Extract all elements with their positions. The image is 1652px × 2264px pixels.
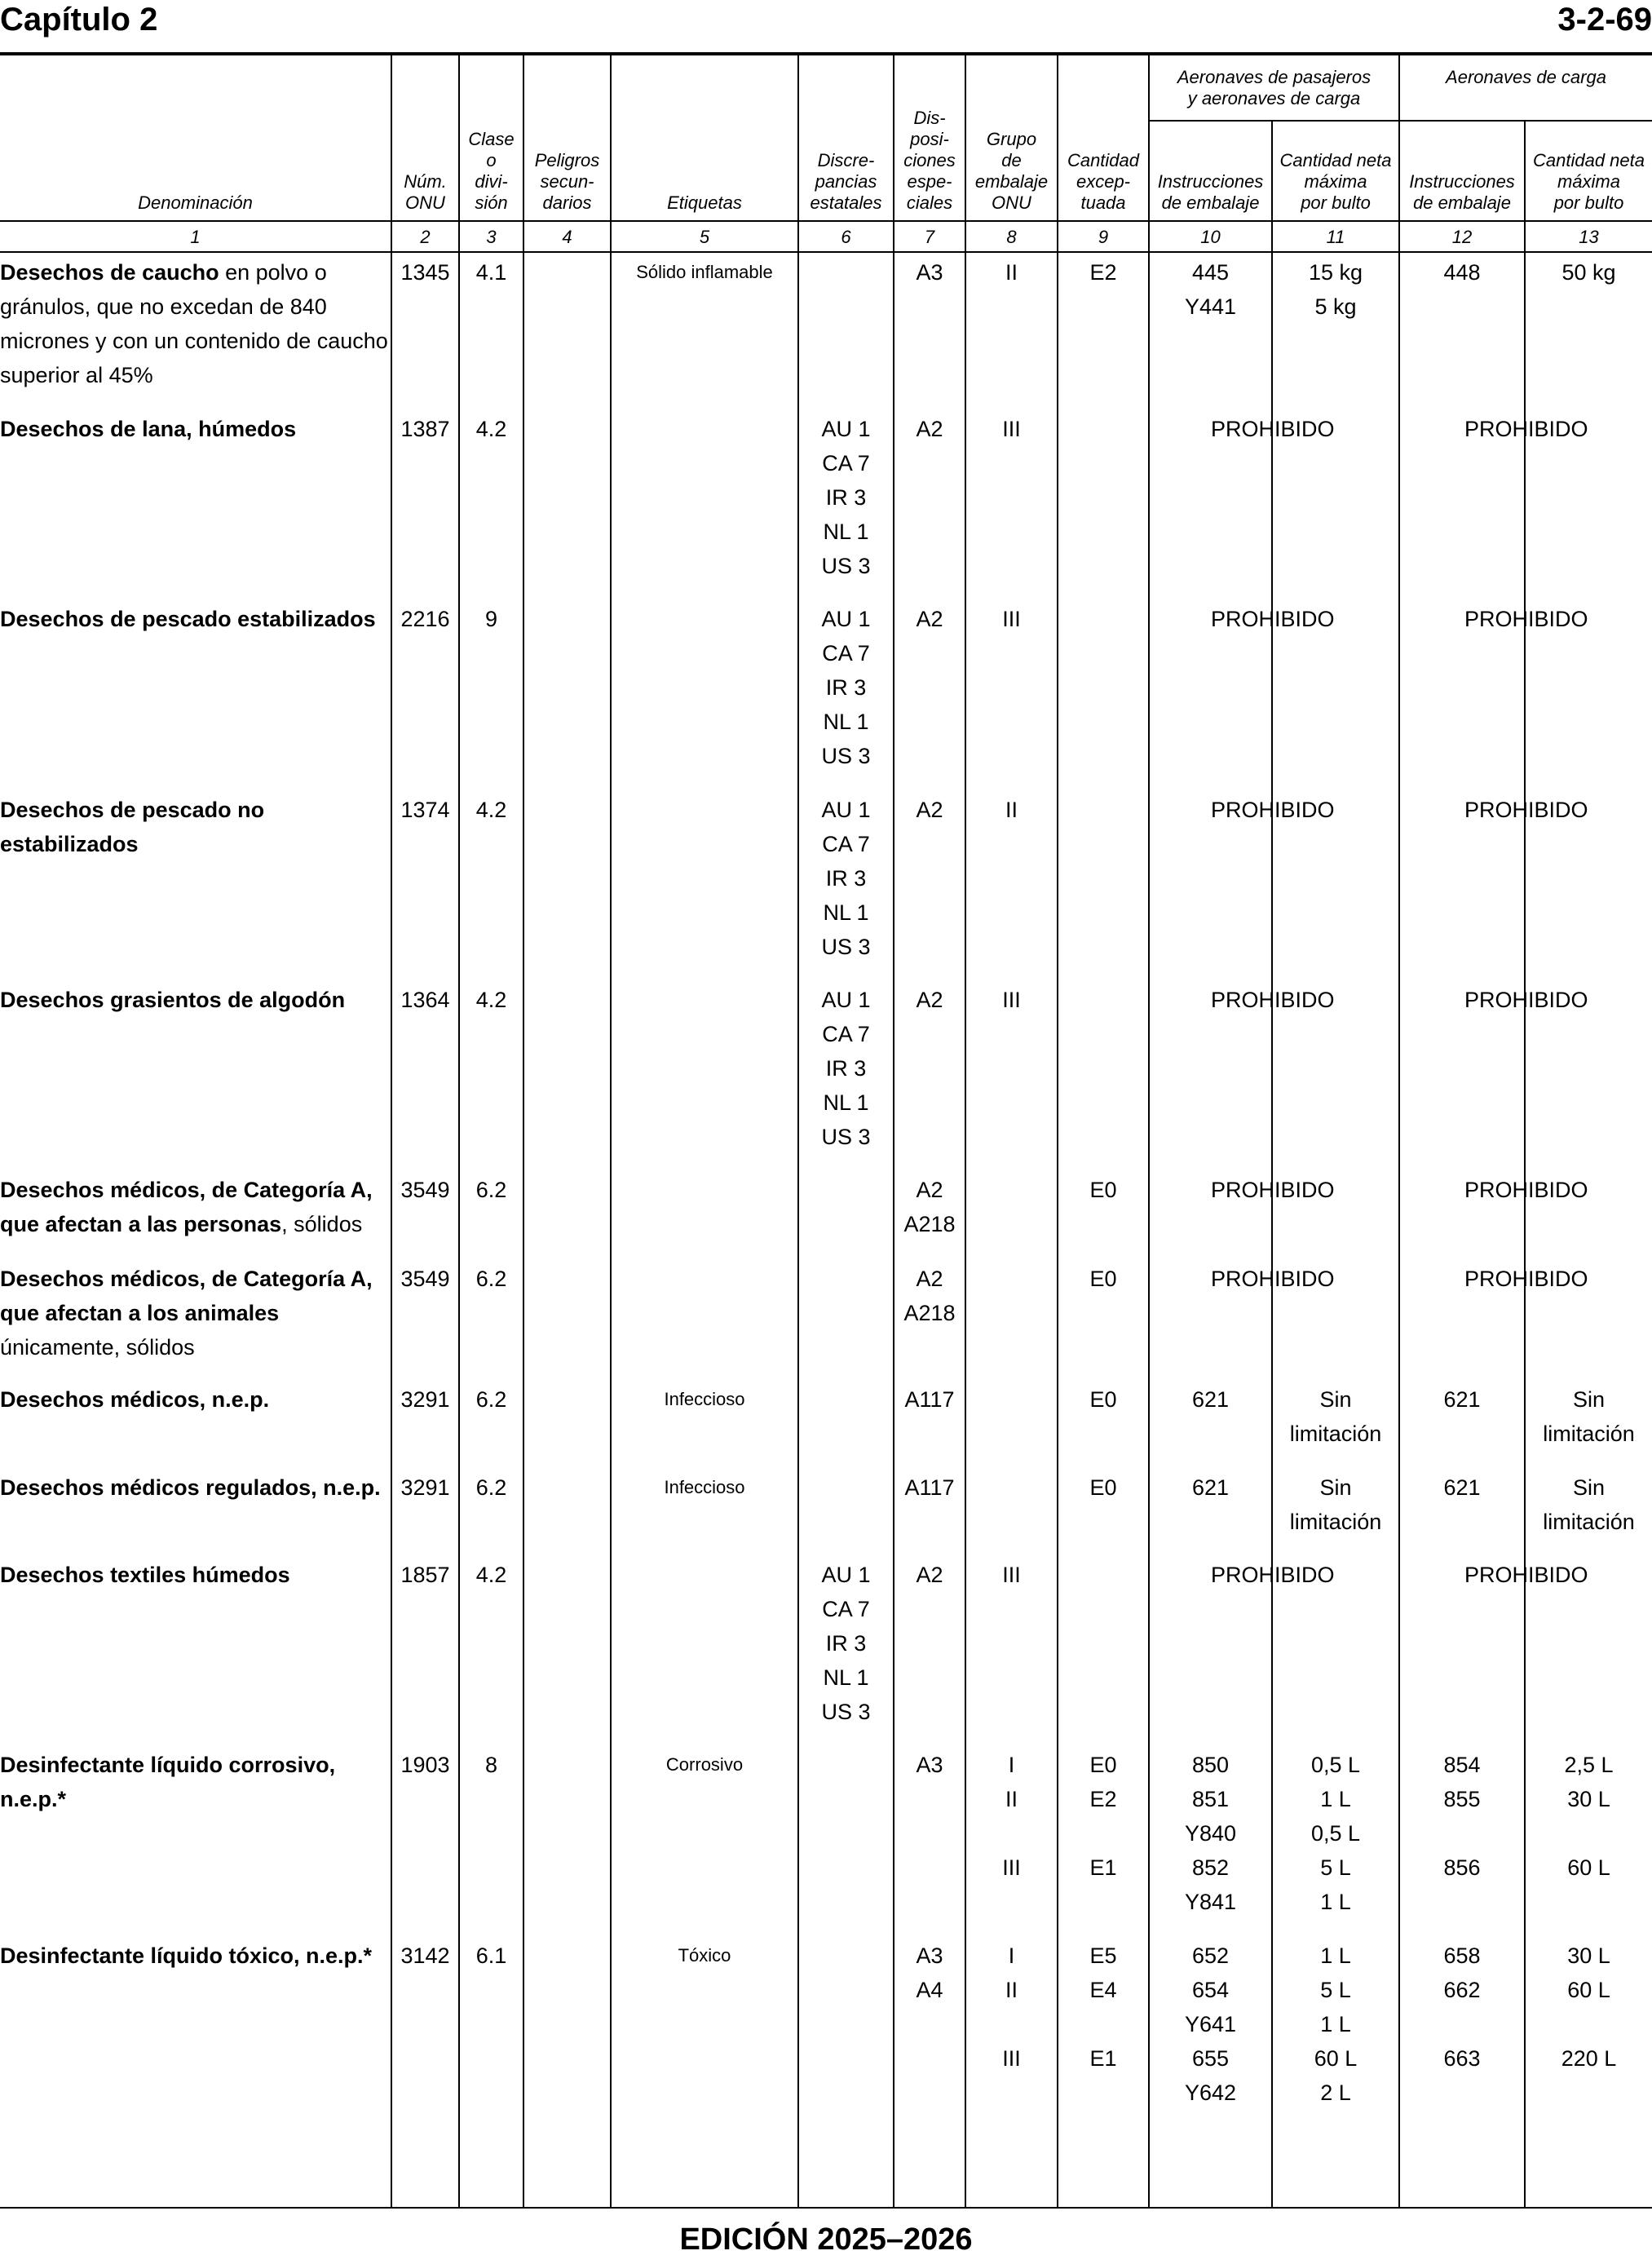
col-header-num-onu: Núm. ONU <box>404 171 447 213</box>
cell-un: 1374 <box>400 798 450 822</box>
col-number: 10 <box>1200 227 1221 247</box>
denomination-bold: Desinfectante líquido tóxico, n.e.p.* <box>0 1943 373 1968</box>
col-header-grupo-embalaje: Grupo de embalaje ONU <box>974 129 1049 213</box>
denomination-bold: Desechos grasientos de algodón <box>0 988 346 1012</box>
prohibited-label: PROHIBIDO <box>1211 607 1335 631</box>
cell-pg: III <box>1002 417 1021 441</box>
cell-pg: I II III <box>1002 1943 1021 2071</box>
cell-pg: II <box>1005 798 1018 822</box>
cell-qty-pax: Sin limitación <box>1289 1387 1382 1446</box>
cell-un: 3291 <box>400 1475 450 1500</box>
denomination-rest: en polvo o gránulos, que no excedan de 840 micrones y con un contenido de caucho superior al 45% <box>0 260 388 387</box>
cell-label: Infeccioso <box>664 1389 745 1409</box>
cell-pi-cargo: 621 <box>1443 1475 1481 1500</box>
cell-qty-cargo: 50 kg <box>1561 260 1616 285</box>
prohibited-label: PROHIBIDO <box>1464 1267 1588 1291</box>
prohibited-label: PROHIBIDO <box>1211 1563 1335 1587</box>
col-number: 13 <box>1579 227 1599 247</box>
cell-sp: A2 <box>916 988 943 1012</box>
denomination-cell <box>0 793 388 861</box>
col-number: 11 <box>1326 227 1345 247</box>
cell-un: 3549 <box>400 1267 450 1291</box>
col-number: 9 <box>1098 227 1109 247</box>
cell-sp: A2 <box>916 798 943 822</box>
cell-sp: A3 <box>916 1753 943 1777</box>
denomination-cell <box>0 255 388 392</box>
cell-pi-cargo: 854 855 856 <box>1443 1753 1481 1880</box>
cell-label: Infeccioso <box>664 1477 745 1497</box>
col-header-cantidad-pax: Cantidad neta máxima por bulto <box>1279 150 1392 213</box>
cell-cls: 6.2 <box>475 1387 507 1412</box>
cell-cls: 6.2 <box>475 1178 507 1202</box>
cell-pi-pax: 652 654 Y641 655 Y642 <box>1184 1943 1237 2105</box>
prohibited-label: PROHIBIDO <box>1211 1267 1335 1291</box>
cell-var: AU 1 CA 7 IR 3 NL 1 US 3 <box>821 988 871 1149</box>
cell-eq: E5 E4 E1 <box>1089 1943 1117 2071</box>
denomination-bold: Desechos médicos, n.e.p. <box>0 1387 270 1412</box>
denomination-rest: únicamente, sólidos <box>0 1335 195 1360</box>
cell-eq: E2 <box>1089 260 1117 285</box>
edition-footer: EDICIÓN 2025–2026 <box>679 2222 973 2257</box>
cell-sp: A2 A218 <box>903 1178 956 1236</box>
cell-qty-pax: 15 kg 5 kg <box>1308 260 1363 319</box>
denomination-bold: Desechos de lana, húmedos <box>0 417 297 441</box>
col-header-instrucciones-pax: Instrucciones de embalaje <box>1157 171 1264 213</box>
col-number: 6 <box>841 227 851 247</box>
col-number: 5 <box>699 227 710 247</box>
cell-cls: 9 <box>484 607 498 631</box>
cell-pi-pax: 850 851 Y840 852 Y841 <box>1184 1753 1237 1914</box>
prohibited-label: PROHIBIDO <box>1464 1178 1588 1202</box>
prohibited-label: PROHIBIDO <box>1464 417 1588 441</box>
cell-label: Sólido inflamable <box>636 262 773 282</box>
cell-cls: 6.1 <box>475 1943 507 1968</box>
col-header-etiquetas: Etiquetas <box>667 192 742 213</box>
prohibited-label: PROHIBIDO <box>1464 607 1588 631</box>
cell-eq: E0 <box>1089 1178 1117 1202</box>
denomination-bold: Desechos médicos regulados, n.e.p. <box>0 1475 381 1500</box>
col-number: 3 <box>486 227 497 247</box>
cell-pg: III <box>1002 607 1021 631</box>
cell-qty-pax: Sin limitación <box>1289 1475 1382 1534</box>
cell-pi-cargo: 621 <box>1443 1387 1481 1412</box>
col-header-clase: Clase o divi- sión <box>468 129 515 213</box>
cell-pi-cargo: 658 662 663 <box>1443 1943 1481 2071</box>
denomination-bold: Desechos de caucho <box>0 260 219 285</box>
cell-pi-pax: 445 Y441 <box>1184 260 1237 319</box>
cell-un: 1903 <box>400 1753 450 1777</box>
cell-label: Tóxico <box>678 1945 731 1966</box>
denomination-bold: Desechos de pescado estabilizados <box>0 607 376 631</box>
col-header-peligros: Peligros secun- darios <box>534 150 600 213</box>
denomination-bold: Desechos médicos, de Categoría A, que afectan a las personas <box>0 1178 373 1236</box>
chapter-title: Capítulo 2 <box>0 2 158 38</box>
denomination-bold: Desinfectante líquido corrosivo, n.e.p.* <box>0 1753 336 1811</box>
cell-qty-pax: 1 L 5 L 1 L 60 L 2 L <box>1314 1943 1358 2105</box>
cell-sp: A117 <box>904 1387 955 1412</box>
cell-sp: A3 <box>916 260 943 285</box>
denomination-cell <box>0 1382 388 1417</box>
denomination-cell <box>0 1262 388 1364</box>
cell-var: AU 1 CA 7 IR 3 NL 1 US 3 <box>821 798 871 959</box>
cell-sp: A2 <box>916 1563 943 1587</box>
col-number: 1 <box>190 227 201 247</box>
group-header-carga: Aeronaves de carga <box>1446 67 1606 87</box>
denomination-cell <box>0 412 388 446</box>
cell-cls: 6.2 <box>475 1475 507 1500</box>
cell-cls: 8 <box>484 1753 498 1777</box>
cell-sp: A117 <box>904 1475 955 1500</box>
denomination-bold: Desechos de pescado no estabilizados <box>0 798 265 856</box>
cell-qty-cargo: 30 L 60 L 220 L <box>1561 1943 1617 2071</box>
cell-cls: 4.1 <box>475 260 507 285</box>
prohibited-label: PROHIBIDO <box>1211 798 1335 822</box>
cell-var: AU 1 CA 7 IR 3 NL 1 US 3 <box>821 1563 871 1724</box>
cell-qty-cargo: Sin limitación <box>1543 1387 1635 1446</box>
cell-cls: 6.2 <box>475 1267 507 1291</box>
denomination-cell <box>0 1470 388 1505</box>
cell-un: 3549 <box>400 1178 450 1202</box>
cell-var: AU 1 CA 7 IR 3 NL 1 US 3 <box>821 417 871 578</box>
col-header-cantidad-exceptuada: Cantidad excep- tuada <box>1067 150 1140 213</box>
cell-un: 1387 <box>400 417 450 441</box>
denomination-rest: , sólidos <box>281 1212 363 1236</box>
cell-pi-cargo: 448 <box>1443 260 1481 285</box>
cell-qty-cargo: Sin limitación <box>1543 1475 1635 1534</box>
denomination-cell <box>0 1173 388 1241</box>
cell-eq: E0 <box>1089 1387 1117 1412</box>
cell-un: 3291 <box>400 1387 450 1412</box>
cell-sp: A2 A218 <box>903 1267 956 1325</box>
denomination-cell <box>0 1558 388 1592</box>
cell-eq: E0 <box>1089 1267 1117 1291</box>
cell-qty-cargo: 2,5 L 30 L 60 L <box>1564 1753 1614 1880</box>
cell-sp: A2 <box>916 607 943 631</box>
cell-cls: 4.2 <box>475 417 507 441</box>
denomination-cell <box>0 602 388 636</box>
cell-pg: III <box>1002 988 1021 1012</box>
cell-sp: A2 <box>916 417 943 441</box>
cell-pg: II <box>1005 260 1018 285</box>
denomination-cell <box>0 983 388 1017</box>
cell-un: 2216 <box>400 607 450 631</box>
cell-pg: III <box>1002 1563 1021 1587</box>
denomination-bold: Desechos médicos, de Categoría A, que afectan a los animales <box>0 1267 373 1325</box>
denomination-bold: Desechos textiles húmedos <box>0 1563 290 1587</box>
prohibited-label: PROHIBIDO <box>1464 988 1588 1012</box>
col-header-disposiciones: Dis- posi- ciones espe- ciales <box>903 108 956 213</box>
cell-cls: 4.2 <box>475 988 507 1012</box>
prohibited-label: PROHIBIDO <box>1211 1178 1335 1202</box>
cell-pi-pax: 621 <box>1191 1475 1230 1500</box>
cell-pg: I II III <box>1002 1753 1021 1880</box>
cell-un: 1364 <box>400 988 450 1012</box>
cell-eq: E0 E2 E1 <box>1089 1753 1117 1880</box>
cell-cls: 4.2 <box>475 798 507 822</box>
cell-un: 1345 <box>400 260 450 285</box>
cell-var: AU 1 CA 7 IR 3 NL 1 US 3 <box>821 607 871 768</box>
cell-pi-pax: 621 <box>1191 1387 1230 1412</box>
col-header-denominacion: Denominación <box>138 192 253 213</box>
cell-un: 3142 <box>400 1943 450 1968</box>
col-number: 8 <box>1006 227 1017 247</box>
cell-sp: A3 A4 <box>916 1943 943 2002</box>
col-number: 2 <box>420 227 431 247</box>
page-header <box>0 0 1652 55</box>
col-header-discrepancias: Discre- pancias estatales <box>810 150 882 213</box>
prohibited-label: PROHIBIDO <box>1464 798 1588 822</box>
page-number: 3-2-69 <box>1557 2 1652 38</box>
prohibited-label: PROHIBIDO <box>1211 988 1335 1012</box>
denomination-cell <box>0 1939 388 1973</box>
col-number: 4 <box>562 227 572 247</box>
prohibited-label: PROHIBIDO <box>1464 1563 1588 1587</box>
denomination-cell <box>0 1748 388 1816</box>
col-header-instrucciones-cargo: Instrucciones de embalaje <box>1409 171 1515 213</box>
cell-eq: E0 <box>1089 1475 1117 1500</box>
group-header-pasajeros: Aeronaves de pasajeros y aeronaves de carga <box>1177 67 1372 108</box>
prohibited-label: PROHIBIDO <box>1211 417 1335 441</box>
col-number: 7 <box>924 227 935 247</box>
cell-label: Corrosivo <box>665 1754 744 1775</box>
cell-cls: 4.2 <box>475 1563 507 1587</box>
col-number: 12 <box>1451 227 1473 247</box>
cell-un: 1857 <box>400 1563 450 1587</box>
cell-qty-pax: 0,5 L 1 L 0,5 L 5 L 1 L <box>1310 1753 1361 1914</box>
col-header-cantidad-cargo: Cantidad neta máxima por bulto <box>1533 150 1645 213</box>
